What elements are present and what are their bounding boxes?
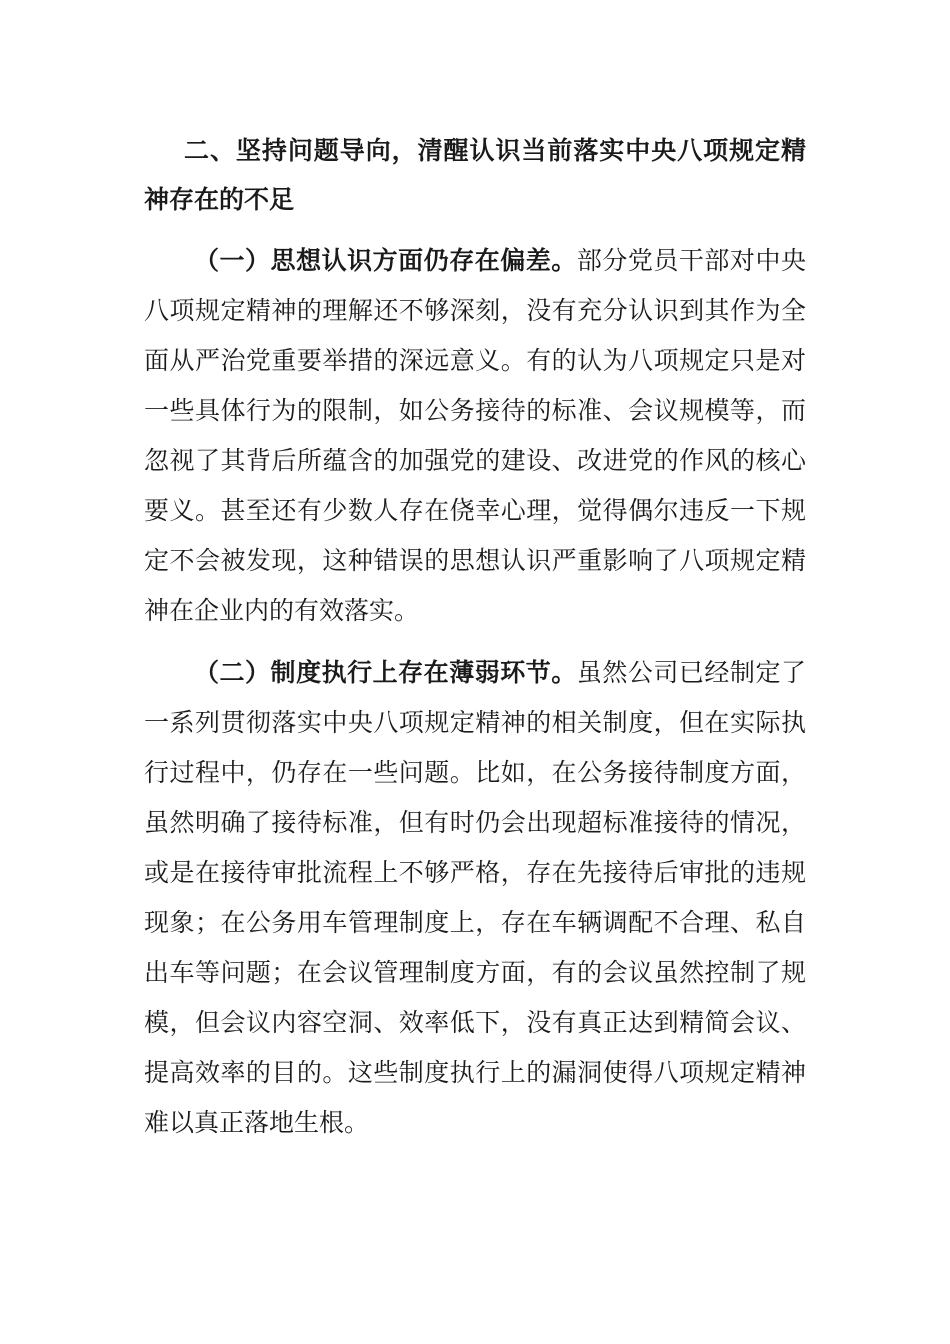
paragraph-1-text: 部分党员干部对中央八项规定精神的理解还不够深刻，没有充分认识到其作为全面从严治党重要举措的深远意义。有的认为八项规定只是对一些具体行为的限制，如公务接待的标准、会议规模等，而忽视了其背后所蕴含的加强党的建设、改进党的作风的核心要义。甚至还有少数人存在侥幸心理，觉得偶尔违反一下规定不会被发现，这种错误的思想认识严重影响了八项规定精神在企业内的有效落实。 [144, 246, 806, 625]
paragraph-1 [144, 236, 806, 636]
paragraph-2-text: 虽然公司已经制定了一系列贯彻落实中央八项规定精神的相关制度，但在实际执行过程中，仍存在一些问题。比如，在公务接待制度方面，虽然明确了接待标准，但有时仍会出现超标准接待的情况，或是在接待审批流程上不够严格，存在先接待后审批的违规现象；在公务用车管理制度上，存在车辆调配不合理、私自出车等问题；在会议管理制度方面，有的会议虽然控制了规模，但会议内容空洞、效率低下，没有真正达到精简会议、提高效率的目的。这些制度执行上的漏洞使得八项规定精神难以真正落地生根。 [144, 658, 806, 1137]
document-body [144, 126, 806, 1148]
section-heading: 二、坚持问题导向，清醒认识当前落实中央八项规定精神存在的不足 [144, 136, 806, 214]
paragraph-2-lead: （二）制度执行上存在薄弱环节。 [194, 658, 577, 687]
paragraph-2 [144, 648, 806, 1148]
paragraph-1-lead: （一）思想认识方面仍存在偏差。 [194, 246, 577, 275]
